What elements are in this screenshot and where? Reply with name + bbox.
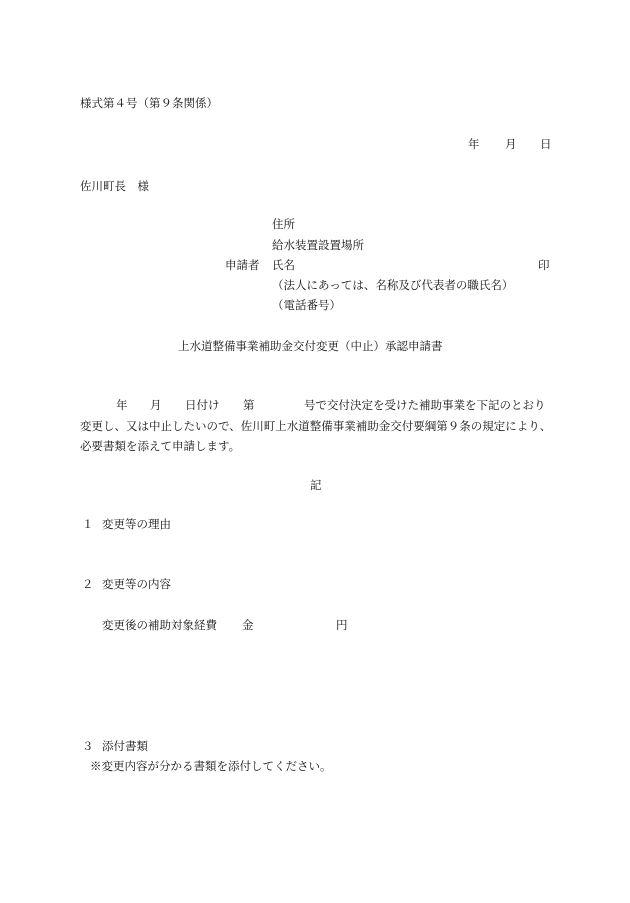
body-line-3: 必要書類を添えて申請します。 [80,439,241,453]
address-label: 住所 [272,217,295,231]
body-dated-label: 日付け [185,398,220,412]
phone-note: （電話番号） [272,298,341,312]
corporate-note: （法人にあっては、名称及び代表者の職氏名） [272,278,514,292]
body-month-label: 月 [150,398,162,412]
date-day-label: 日 [540,137,552,151]
form-number: 様式第４号（第９条関係） [80,96,218,110]
section-1-number: １ [82,517,94,531]
install-place-label: 給水装置設置場所 [272,238,364,252]
cost-yen-label: 円 [336,618,348,632]
body-line-1-rest: 号で交付決定を受けた補助事業を下記のとおり [304,398,546,412]
body-year-label: 年 [116,398,128,412]
date-month-label: 月 [505,137,517,151]
section-3-label: 添付書類 [102,739,148,753]
cost-kin-label: 金 [242,618,254,632]
attachment-note: ※変更内容が分かる書類を添付してください。 [90,759,332,773]
section-2-number: ２ [82,577,94,591]
ki-heading: 記 [310,478,322,492]
applicant-role-label: 申請者 [225,258,260,272]
section-3-number: ３ [82,739,94,753]
body-number-prefix: 第 [243,398,255,412]
date-year-label: 年 [468,137,480,151]
cost-label: 変更後の補助対象経費 [102,618,217,632]
section-1-label: 変更等の理由 [102,517,171,531]
body-line-2: 変更し、又は中止したいので、佐川町上水道整備事業補助金交付要綱第９条の規定により、 [80,419,552,433]
section-2-label: 変更等の内容 [102,577,171,591]
name-label: 氏名 [272,258,295,272]
seal-mark: 印 [538,258,550,272]
addressee: 佐川町長 様 [80,179,149,193]
document-title: 上水道整備事業補助金交付変更（中止）承認申請書 [178,339,443,353]
